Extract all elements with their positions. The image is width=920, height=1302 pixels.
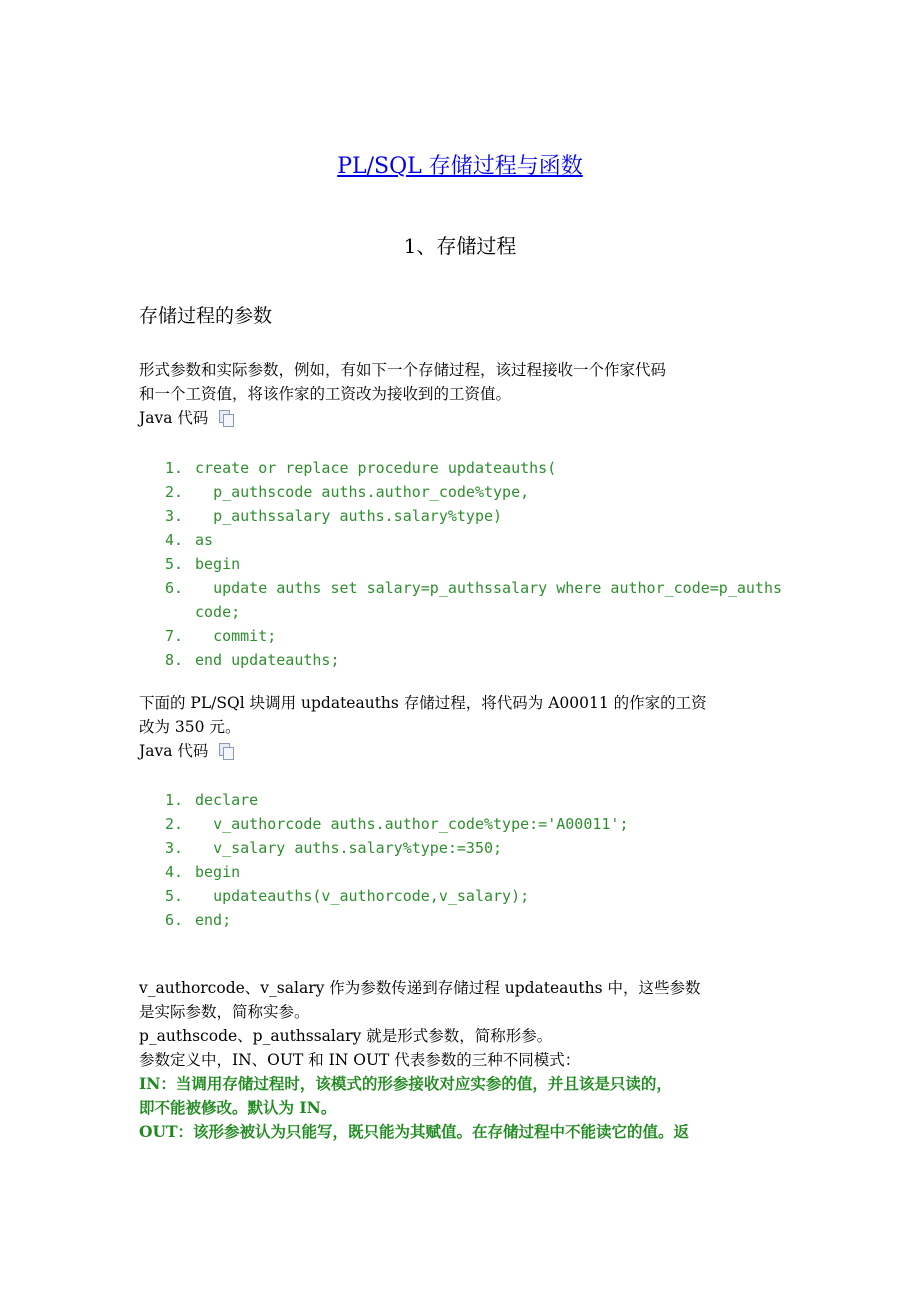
text-line: 和一个工资值，将该作家的工资改为接收到的工资值。	[139, 385, 512, 403]
code-line	[165, 648, 790, 672]
in-mode-line: IN：当调用存储过程时，该模式的形参接收对应实参的值，并且该是只读的，	[139, 1074, 672, 1093]
section-title: 1、存储过程	[403, 234, 517, 258]
code-text: declare	[195, 791, 259, 809]
code-text: v_authorcode auths.author_code%type:='A00011';	[195, 815, 629, 833]
code-line	[165, 528, 790, 552]
copy-icon[interactable]	[218, 743, 234, 759]
line-number: 8.	[165, 651, 184, 669]
in-mode-line: 即不能被修改。默认为 IN。	[139, 1098, 337, 1117]
code-label-text: Java 代码	[139, 742, 209, 760]
line-number: 2.	[165, 815, 184, 833]
copy-icon[interactable]	[218, 410, 234, 426]
line-number: 1.	[165, 459, 184, 477]
code-line	[165, 884, 790, 908]
line-number: 2.	[165, 483, 184, 501]
page-title-link[interactable]: PL/SQL 存储过程与函数	[337, 154, 583, 179]
code-text: v_salary auths.salary%type:=350;	[195, 839, 503, 857]
code-text: as	[195, 531, 214, 549]
text-line: v_authorcode、v_salary 作为参数传递到存储过程 updateauths 中，这些参数	[139, 979, 701, 997]
code-line	[165, 504, 790, 528]
line-number: 4.	[165, 531, 184, 549]
code-text: begin	[195, 555, 241, 573]
line-number: 6.	[165, 911, 184, 929]
code-line	[165, 860, 790, 884]
code-line	[165, 456, 790, 480]
code-text: p_authssalary auths.salary%type)	[195, 507, 503, 525]
line-number: 6.	[165, 579, 184, 597]
code-label-text: Java 代码	[139, 409, 209, 427]
code-line	[165, 812, 790, 836]
code-text: commit;	[195, 627, 277, 645]
text-line: 下面的 PL/SQl 块调用 updateauths 存储过程，将代码为 A00011 的作家的工资	[139, 694, 707, 712]
line-number: 7.	[165, 627, 184, 645]
explanation-paragraph	[139, 976, 789, 1144]
code-text: begin	[195, 863, 241, 881]
code-text: end;	[195, 911, 232, 929]
line-number: 3.	[165, 507, 184, 525]
code-line	[165, 576, 790, 624]
code-label	[139, 406, 789, 430]
code-line	[165, 480, 790, 504]
code-label	[139, 739, 789, 763]
code-block-2	[165, 788, 790, 932]
line-number: 3.	[165, 839, 184, 857]
subheading: 存储过程的参数	[139, 305, 273, 327]
out-mode-line: OUT：该形参被认为只能写，既只能为其赋值。在存储过程中不能读它的值。返	[139, 1122, 690, 1141]
line-number: 5.	[165, 887, 184, 905]
text-line: 参数定义中，IN、OUT 和 IN OUT 代表参数的三种不同模式：	[139, 1051, 581, 1069]
line-number: 1.	[165, 791, 184, 809]
code-line	[165, 788, 790, 812]
code-line	[165, 552, 790, 576]
line-number: 4.	[165, 863, 184, 881]
intro-paragraph	[139, 358, 789, 430]
call-paragraph	[139, 691, 789, 763]
text-line: p_authscode、p_authssalary 就是形式参数，简称形参。	[139, 1027, 553, 1045]
text-line: 改为 350 元。	[139, 718, 241, 736]
code-text: updateauths(v_authorcode,v_salary);	[195, 887, 530, 905]
text-line: 形式参数和实际参数，例如，有如下一个存储过程，该过程接收一个作家代码	[139, 361, 667, 379]
code-text: p_authscode auths.author_code%type,	[195, 483, 530, 501]
text-line: 是实际参数，简称实参。	[139, 1003, 310, 1021]
code-line	[165, 624, 790, 648]
code-block-1	[165, 456, 790, 672]
code-text: end updateauths;	[195, 651, 340, 669]
code-text: create or replace procedure updateauths(	[195, 459, 557, 477]
code-line	[165, 836, 790, 860]
code-line	[165, 908, 790, 932]
line-number: 5.	[165, 555, 184, 573]
code-text: update auths set salary=p_authssalary where author_code=p_authscode;	[195, 579, 783, 621]
